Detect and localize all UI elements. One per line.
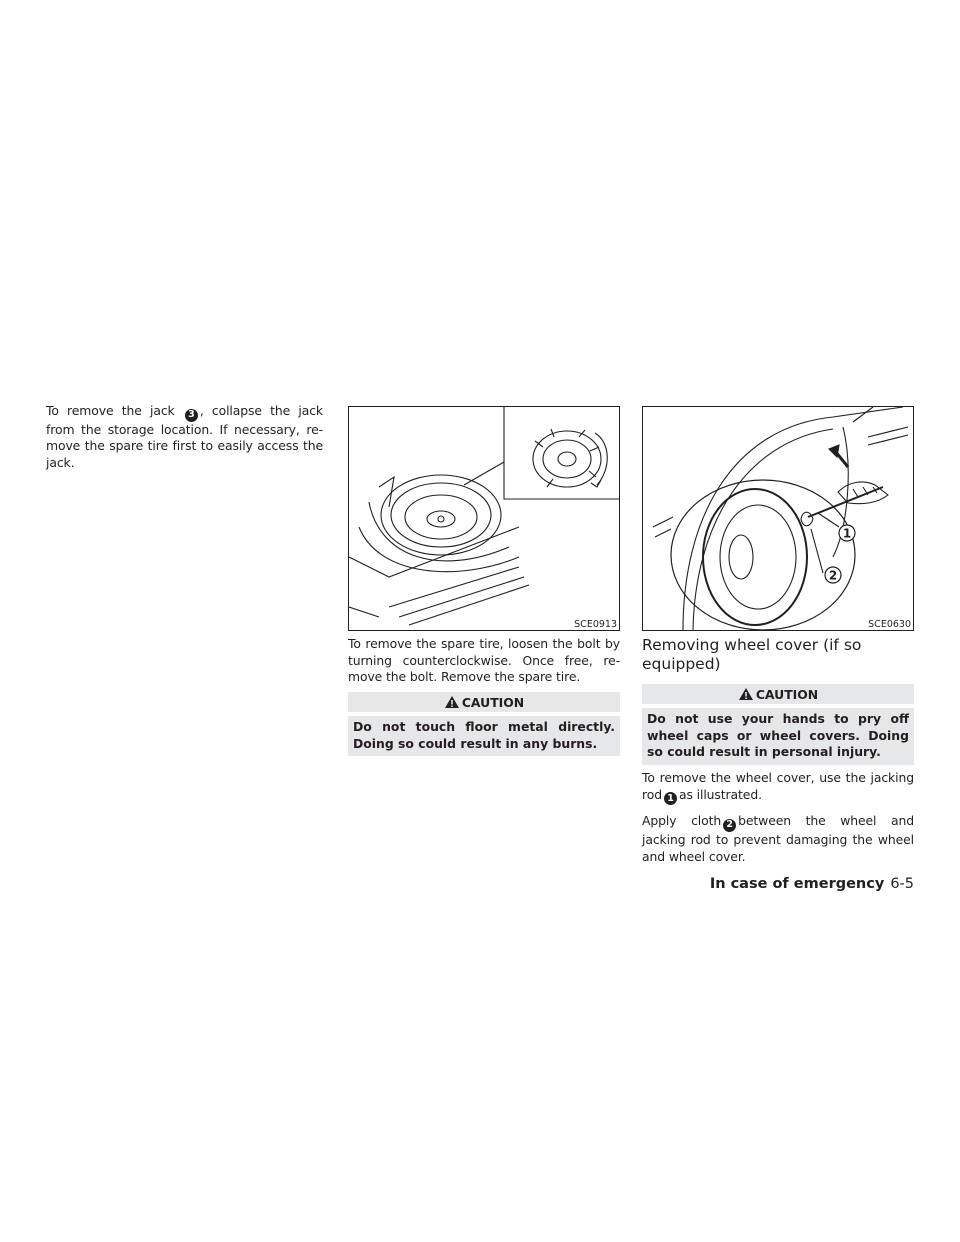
text-run: To remove the jack [46, 403, 183, 418]
caution-box-wheel-caps [642, 684, 914, 765]
jacking-rod-paragraph [642, 770, 914, 805]
figure-callout-2: 2 [828, 568, 838, 583]
page-number: 6-5 [890, 876, 914, 892]
caution-header [642, 684, 914, 704]
text-run: To remove the wheel cover, use the jacking rod [642, 770, 914, 802]
text-run: Apply cloth [642, 813, 722, 829]
wheel-cover-illustration [643, 407, 913, 630]
caution-title: CAUTION [461, 694, 525, 710]
spare-tire-illustration [349, 407, 619, 630]
figure-code: SCE0630 [868, 619, 911, 630]
caution-title: CAUTION [755, 686, 819, 702]
section-name: In case of emergency [709, 876, 885, 892]
figure-callout-1: 1 [842, 526, 852, 541]
middle-column [348, 636, 620, 686]
callout-1: 1 [664, 792, 677, 805]
text-run: between the wheel and jacking rod to prevent damaging the wheel and wheel cover. [642, 813, 914, 864]
caution-header [348, 692, 620, 712]
right-column-text [642, 770, 914, 865]
spare-tire-paragraph: To remove the spare tire, loosen the bolt by turning counterclockwise. Once free, re-move the bolt. Remove the spare tire. [348, 636, 620, 685]
callout-2: 2 [723, 819, 736, 832]
text-run: as illustrated. [678, 786, 762, 802]
caution-box-floor-metal [348, 692, 620, 756]
jack-removal-paragraph [46, 403, 323, 472]
cloth-paragraph [642, 813, 914, 865]
figure-code: SCE0913 [574, 619, 617, 630]
caution-text: Do not use your hands to pry off wheel caps or wheel covers. Doing so could result in personal injury. [647, 711, 909, 760]
caution-text: Do not touch floor metal directly. Doing so could result in any burns. [353, 719, 615, 751]
page-footer [710, 876, 914, 892]
spare-tire-figure [348, 406, 620, 631]
callout-3: 3 [185, 409, 198, 422]
text-run: , collapse the jack from the storage location. If necessary, re-move the spare tire first to easily access the jack. [46, 403, 323, 470]
left-column [46, 403, 323, 472]
warning-icon [738, 687, 754, 701]
warning-icon [444, 695, 460, 709]
section-heading: Removing wheel cover (if so equipped) [642, 636, 862, 673]
wheel-cover-figure [642, 406, 914, 631]
